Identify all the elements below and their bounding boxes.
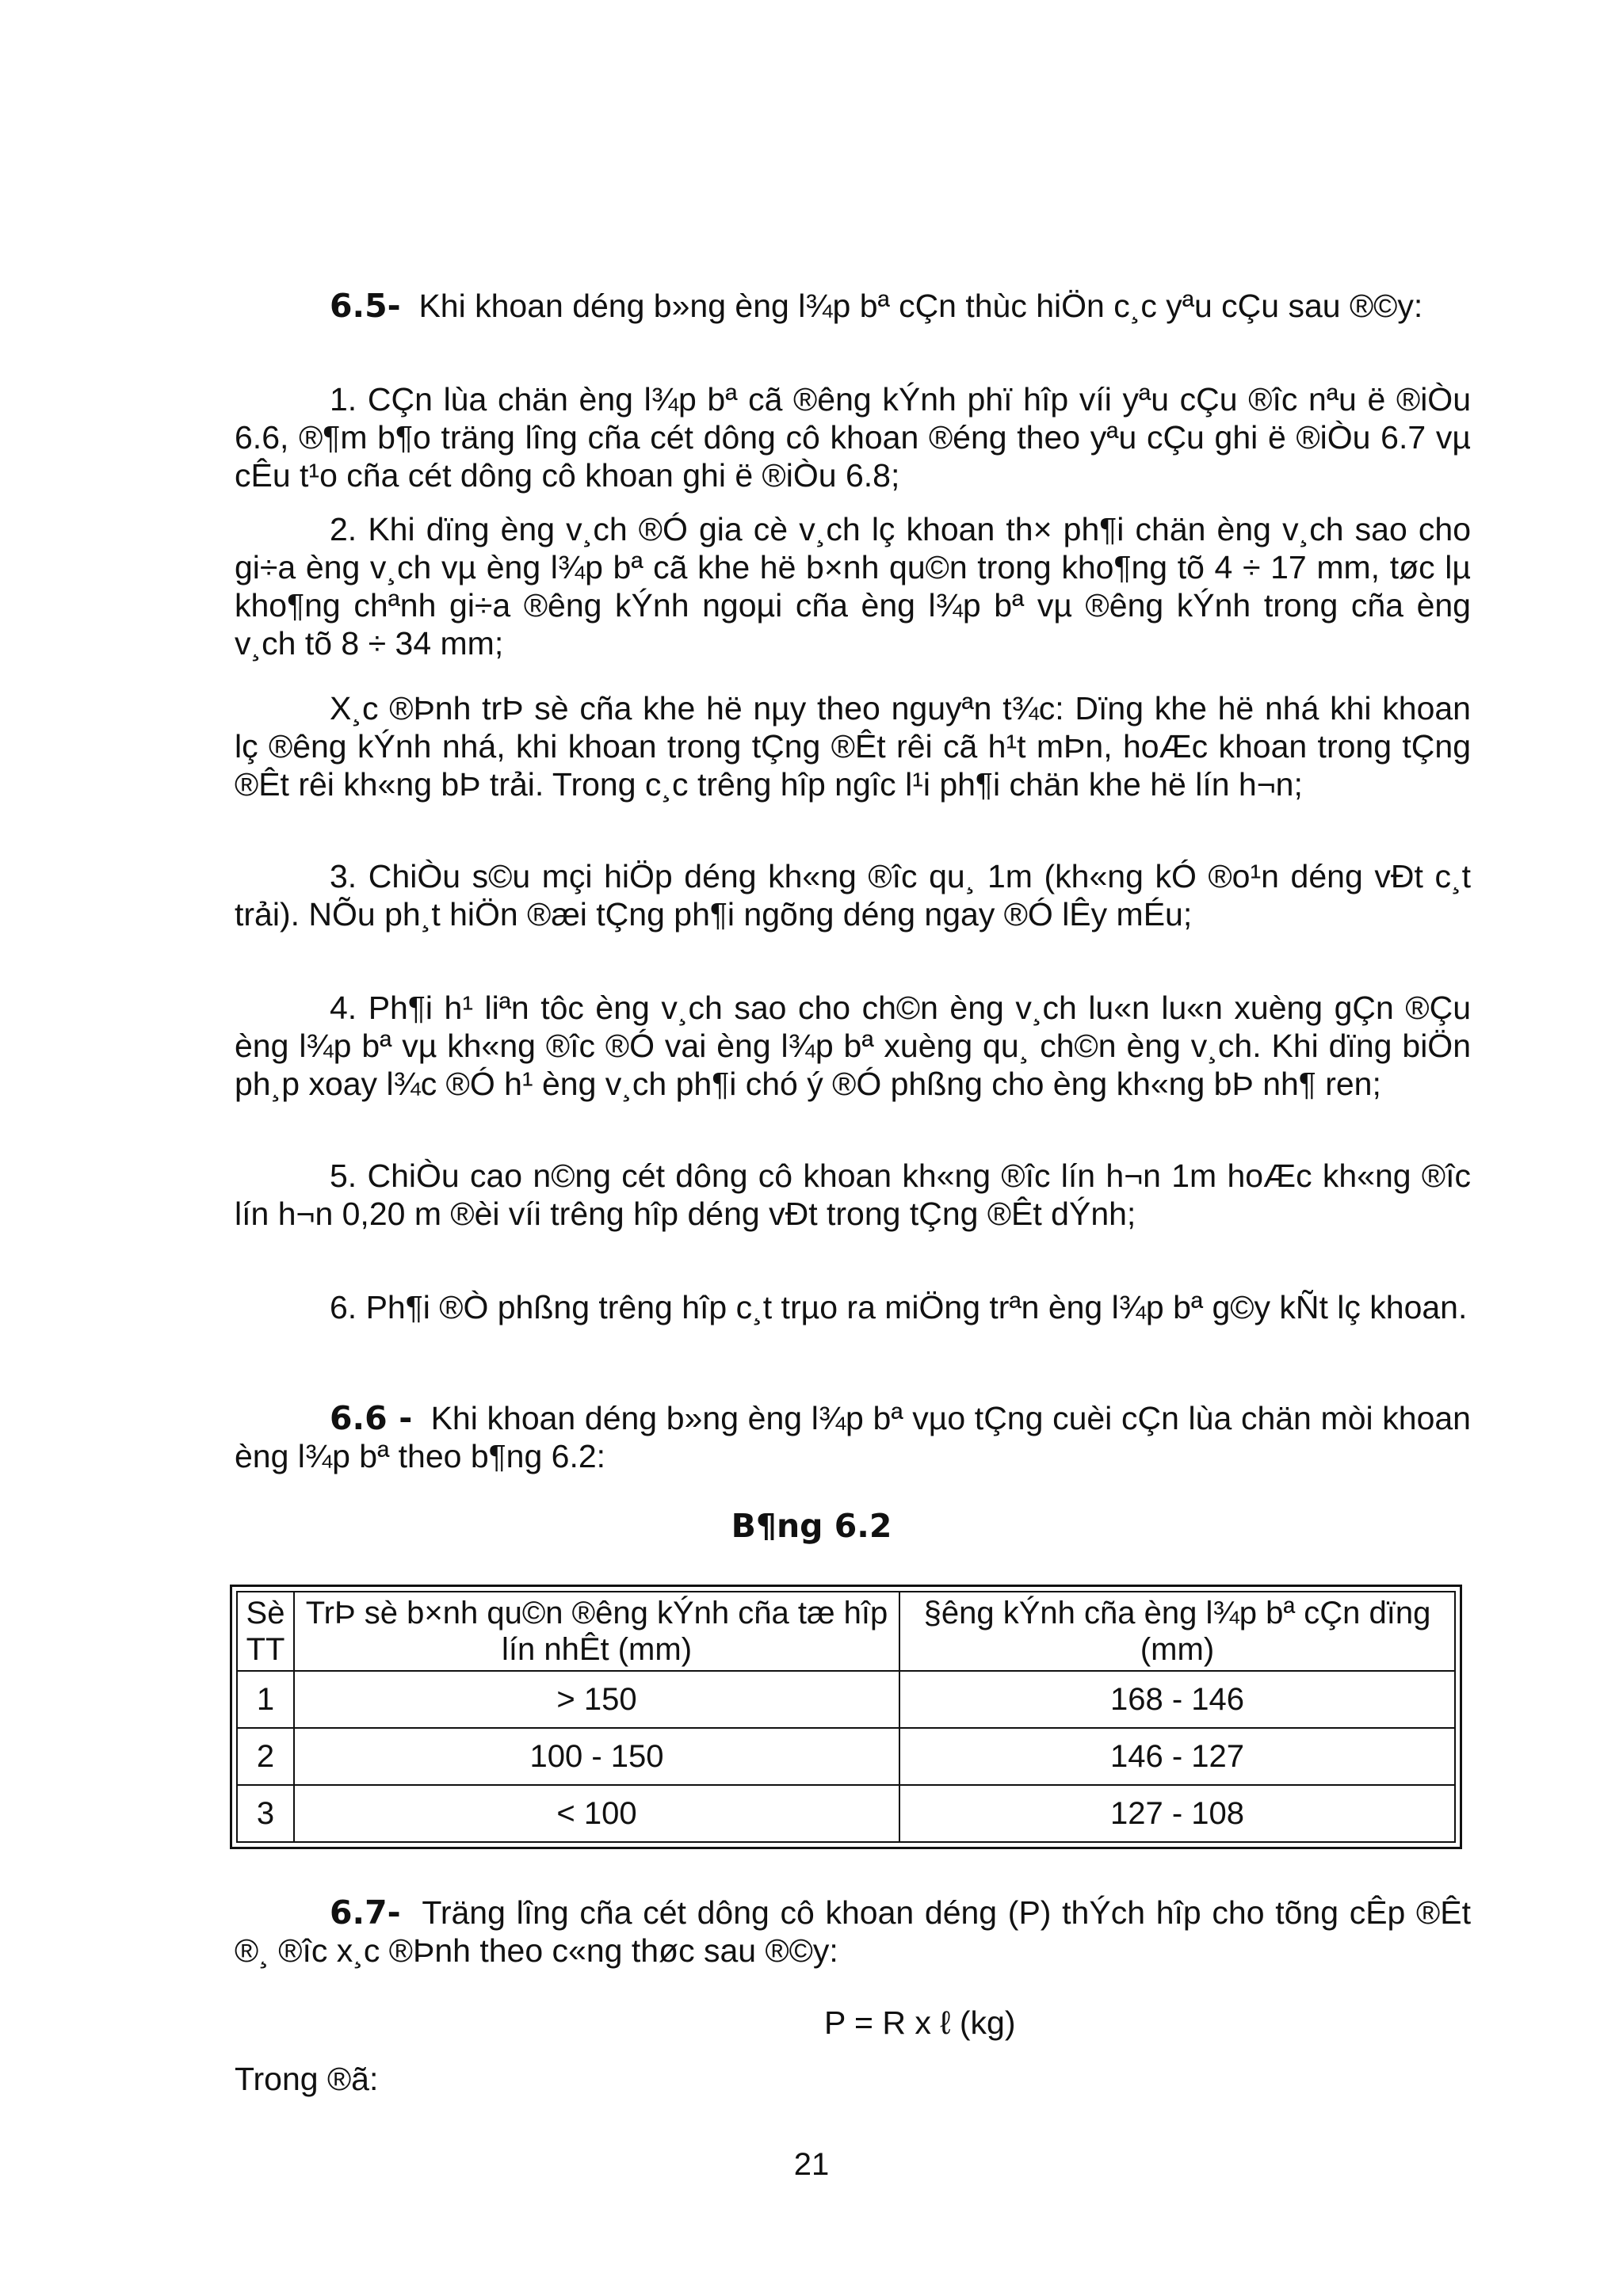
- table-header-row: [237, 1592, 1455, 1671]
- list-item-3: 3. ChiÒu s©u mçi hiÖp déng kh«ng ®îc qu¸ 1m (kh«ng kÓ ®o¹n déng vÐt c¸t trải). NÕu ph¸t hiÖn ®æi tÇng ph¶i ngõng déng ngay ®Ó lÊy mÉu;: [235, 858, 1471, 933]
- table-row: [237, 1728, 1455, 1785]
- list-item-2: 2. Khi dïng èng v¸ch ®Ó gia cè v¸ch lç khoan th× ph¶i chän èng v¸ch sao cho gi÷a èng v¸ch vµ èng l¾p bª cã khe hë b×nh qu©n trong kho¶ng tõ 4 ÷ 17 mm, tøc lµ kho¶ng chªnh gi÷a ®êng kÝnh ngoµi cña èng l¾p bª vµ ®êng kÝnh trong cña èng v¸ch tõ 8 ÷ 34 mm;: [235, 511, 1471, 662]
- paragraph-text: Khi khoan déng b»ng èng l¾p bª cÇn thùc hiÖn c¸c yªu cÇu sau ®©y:: [418, 288, 1423, 324]
- table-row: [237, 1671, 1455, 1728]
- cell-tube-diameter: 146 - 127: [899, 1728, 1455, 1785]
- paragraph-text: Träng lîng cña cét dông cô khoan déng (P) thÝch hîp cho tõng cÊp ®Êt ®¸ ®îc x¸c ®Þnh theo c«ng thøc sau ®©y:: [235, 1894, 1471, 1969]
- cell-no: 1: [237, 1671, 294, 1728]
- section-6-5-intro: [235, 287, 1471, 325]
- header-cell-no: Sè TT: [237, 1592, 294, 1671]
- list-item-4: 4. Ph¶i h¹ liªn tôc èng v¸ch sao cho ch©n èng v¸ch lu«n lu«n xuèng gÇn ®Çu èng l¾p bª vµ kh«ng ®îc ®Ó vai èng l¾p bª xuèng qu¸ ch©n èng v¸ch. Khi dïng biÖn ph¸p xoay l¾c ®Ó h¹ èng v¸ch ph¶i chó ý ®Ó phßng cho èng kh«ng bÞ nh¶ ren;: [235, 990, 1471, 1102]
- page-number: 21: [793, 2147, 830, 2182]
- section-6-7: [235, 1894, 1471, 1970]
- section-number: 6.6 -: [330, 1399, 413, 1437]
- cell-no: 3: [237, 1785, 294, 1842]
- section-number: 6.7-: [330, 1894, 401, 1932]
- header-cell-tube-diameter: §êng kÝnh cña èng l¾p bª cÇn dïng (mm): [899, 1592, 1455, 1671]
- list-item-1: 1. CÇn lùa chän èng l¾p bª cã ®êng kÝnh phï hîp víi yªu cÇu ®îc nªu ë ®iÒu 6.6, ®¶m b¶o träng lîng cña cét dông cô khoan ®éng theo yªu cÇu ghi ë ®iÒu 6.7 vµ cÊu t¹o cña cét dông cô khoan ghi ë ®iÒu 6.8;: [235, 381, 1471, 494]
- cell-tube-diameter: 168 - 146: [899, 1671, 1455, 1728]
- cell-mean-diameter: > 150: [294, 1671, 899, 1728]
- table-title: B¶ng 6.2: [731, 1507, 892, 1545]
- list-item-2-note: X¸c ®Þnh trÞ sè cña khe hë nµy theo nguyªn t¾c: Dïng khe hë nhá khi khoan lç ®êng kÝnh nhá, khi khoan trong tÇng ®Êt rêi cã h¹t mÞn, hoÆc khoan trong tÇng ®Êt rêi kh«ng bÞ trải. Trong c¸c trêng hîp ngîc l¹i ph¶i chän khe hë lín h¬n;: [235, 690, 1471, 803]
- table-row: [237, 1785, 1455, 1842]
- trong-da-label: Trong ®ã:: [235, 2061, 379, 2097]
- list-item-6: 6. Ph¶i ®Ò phßng trêng hîp c¸t trµo ra miÖng trªn èng l¾p bª g©y kÑt lç khoan.: [330, 1289, 1468, 1325]
- section-6-6: [235, 1399, 1471, 1475]
- section-number: 6.5-: [330, 287, 401, 325]
- paragraph-text: Khi khoan déng b»ng èng l¾p bª vµo tÇng cuèi cÇn lùa chän mòi khoan èng l¾p bª theo b¶ng 6.2:: [235, 1400, 1471, 1474]
- header-cell-mean-diameter: TrÞ sè b×nh qu©n ®êng kÝnh cña tæ hîp lín nhÊt (mm): [294, 1592, 899, 1671]
- cell-mean-diameter: 100 - 150: [294, 1728, 899, 1785]
- formula: P = R x ℓ (kg): [824, 2004, 1016, 2041]
- list-item-5: 5. ChiÒu cao n©ng cét dông cô khoan kh«ng ®îc lín h¬n 1m hoÆc kh«ng ®îc lín h¬n 0,20 m ®èi víi trêng hîp déng vÐt trong tÇng ®Êt dÝnh;: [235, 1158, 1471, 1232]
- table-6-2: [230, 1585, 1462, 1849]
- cell-no: 2: [237, 1728, 294, 1785]
- cell-mean-diameter: < 100: [294, 1785, 899, 1842]
- cell-tube-diameter: 127 - 108: [899, 1785, 1455, 1842]
